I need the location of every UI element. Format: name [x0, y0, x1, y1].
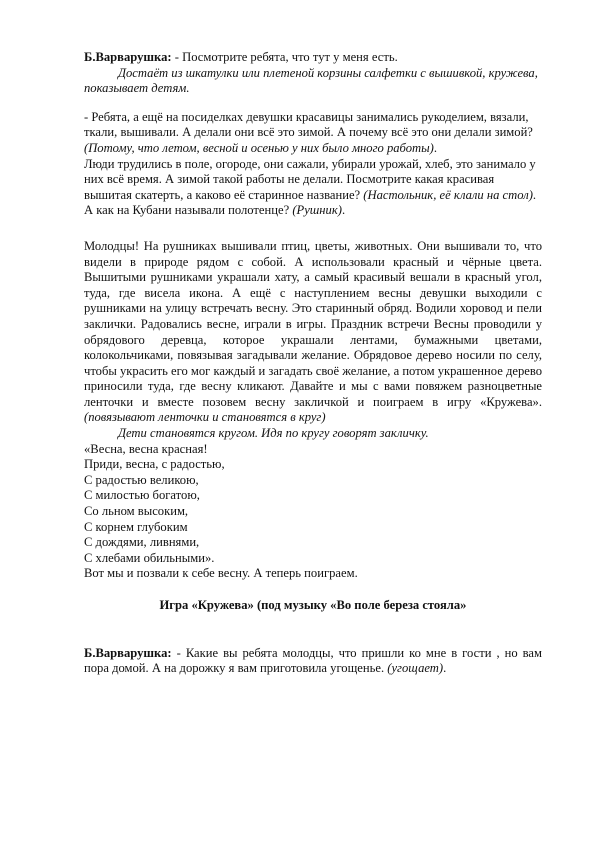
- paragraph-text: Молодцы! На рушниках вышивали птиц, цветы, животных. Они вышивали то, что видели в природе рядом с собой. А использовали красный и чёрные цвета. Вышитыми рушниками украшали хату, а самый красивый вешали в красный угол, туда, где висела икона. А ещё с наступлением весны девушки выходили с рушниками на улицу встречать весну. Это старинный обряд. Водили хоровод и пели заклички. Радовались весне, играли в игры. Праздник встречи Весны проводили у обрядового деревца, которое украшали лентами, бумажными цветами, колокольчиками, повязывая загадывали желание. Обрядовое дерево носили по селу, чтобы украсить его мог каждый и загадать своё желание, а потом украшенное дерево приносили туда, где весну кликают. Давайте и мы с вами повяжем разноцветные ленточки и вместе позовем весну закличкой и поиграем в игру «Кружева».: [84, 238, 542, 409]
- spacer: [84, 582, 542, 598]
- paragraph-rushniki: [84, 239, 542, 426]
- poem-line: Приди, весна, с радостью,: [84, 457, 225, 472]
- document-page: [84, 50, 542, 677]
- paragraph-handicraft: [84, 110, 542, 157]
- answer-italic: (Потому, что летом, весной и осенью у них было много работы): [84, 140, 434, 155]
- paragraph-text: - Ребята, а ещё на посиделках девушки красавицы занимались рукоделием, вязали, ткали, вышивали. А делали они всё это зимой. А почему всё это они делали зимой?: [84, 109, 533, 140]
- action-italic: (повязывают ленточки и становятся в круг): [84, 410, 326, 425]
- game-title: Игра «Кружева» (под музыку «Во поле береза стояла»: [159, 598, 467, 612]
- spacer: [84, 219, 542, 239]
- paragraph-text: Люди трудились в поле, огороде, они сажали, убирали урожай, хлеб, это занимало у них всё время. А зимой такой работы не делали. Посмотрите какая красивая вышитая скатерть, а каково её старинное название?: [84, 156, 536, 202]
- spacer: [84, 614, 542, 646]
- poem-line: «Весна, весна красная!: [84, 441, 208, 456]
- paragraph-text: - Какие вы ребята молодцы, что пришли ко мне в гости , но вам пора домой. А на дорожку я вам приготовила угощенье.: [84, 645, 542, 676]
- paragraph-farewell: [84, 646, 542, 677]
- punctuation: .: [532, 187, 537, 202]
- poem-line: С милостью богатою,: [84, 488, 200, 503]
- punctuation: .: [341, 203, 346, 218]
- stage-direction-circle: Дети становятся кругом. Идя по кругу говорят закличку.: [118, 426, 429, 441]
- poem-line: Вот мы и позвали к себе весну. А теперь поиграем.: [84, 566, 358, 581]
- paragraph-towel: [84, 203, 542, 219]
- action-italic: (угощает): [387, 661, 444, 676]
- answer-italic: (Настольник, её клали на стол): [363, 187, 533, 202]
- poem-line: С дождями, ливнями,: [84, 535, 200, 550]
- paragraph-text: А как на Кубани называли полотенце?: [84, 203, 293, 218]
- paragraph-tablecloth: [84, 157, 542, 204]
- poem-line: С корнем глубоким: [84, 519, 188, 534]
- punctuation: .: [443, 661, 447, 676]
- answer-italic: (Рушник): [292, 203, 342, 218]
- speaker-line: - Посмотрите ребята, что тут у меня есть.: [171, 50, 398, 64]
- poem-line: С радостью великою,: [84, 472, 199, 487]
- poem-line: С хлебами обильными».: [84, 550, 215, 565]
- speaker-name: Б.Варварушка:: [84, 645, 172, 660]
- poem-line: Со льном высоким,: [84, 504, 189, 519]
- punctuation: .: [433, 140, 437, 155]
- speaker-name: Б.Варварушка:: [84, 50, 172, 64]
- poem-zaklichka: [84, 442, 542, 582]
- spacer: [84, 97, 542, 110]
- paragraph-intro: [84, 50, 542, 66]
- stage-direction: Достаёт из шкатулки или плетеной корзины салфетки с вышивкой, кружева, показывает детям.: [84, 65, 538, 96]
